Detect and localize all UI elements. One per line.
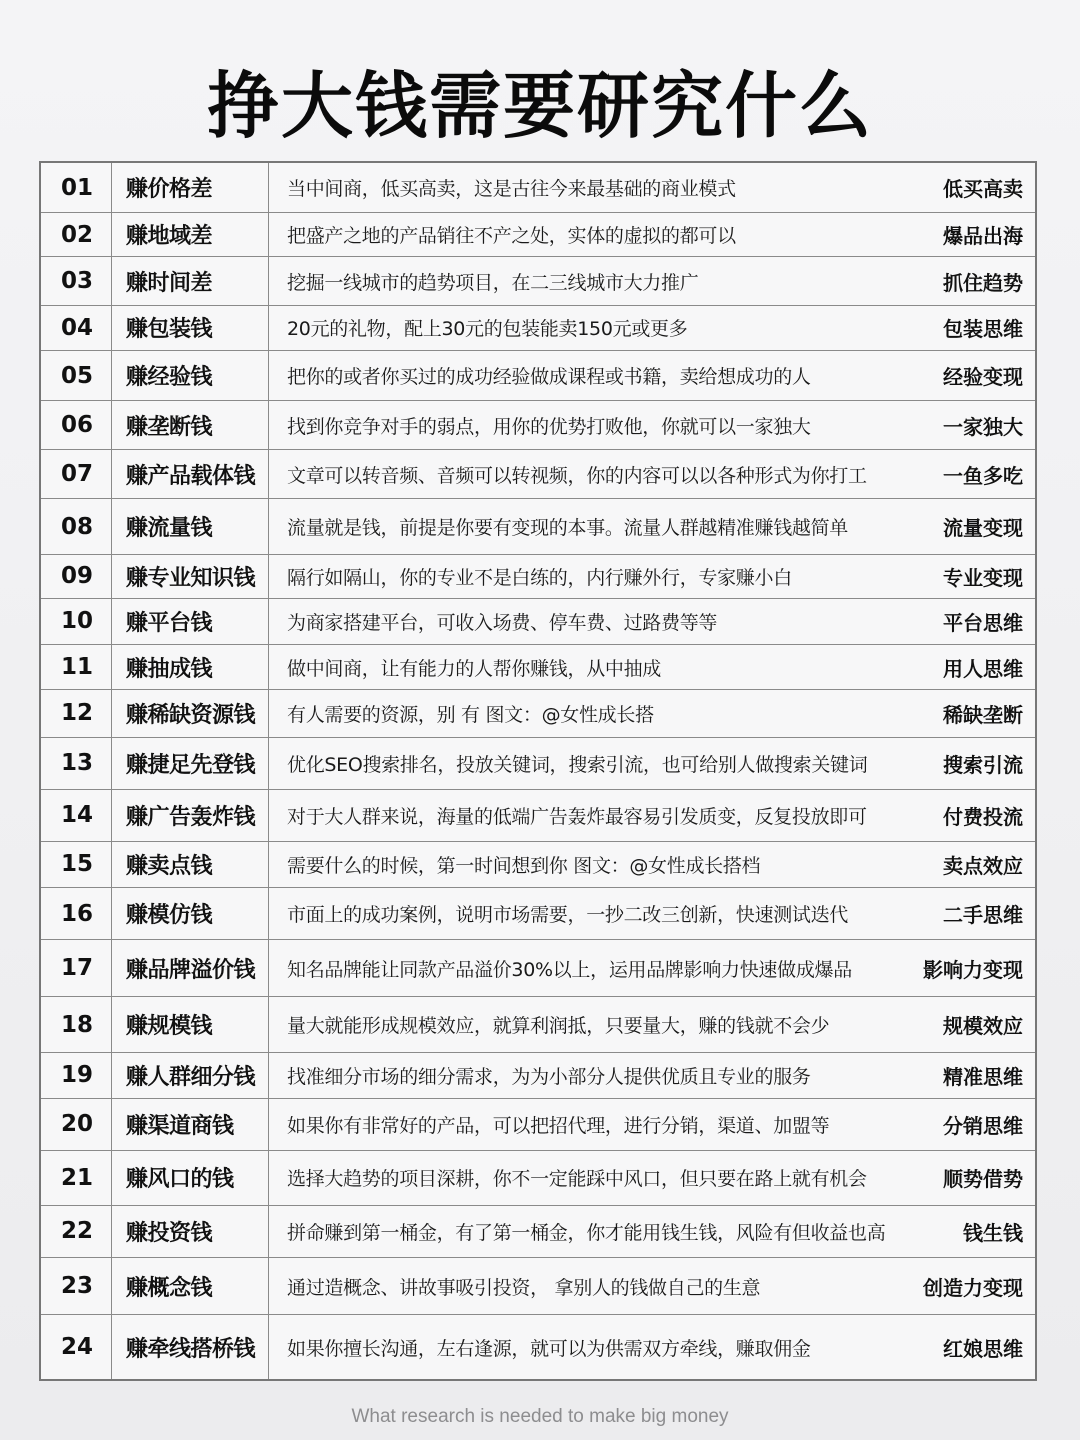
method-name: 赚包装钱 — [112, 306, 269, 350]
method-tag: 抓住趋势 — [943, 270, 1023, 295]
method-description: 20元的礼物，配上30元的包装能卖150元或更多 — [287, 318, 688, 341]
row-number: 14 — [41, 790, 112, 841]
method-name: 赚品牌溢价钱 — [112, 940, 269, 996]
row-number: 23 — [41, 1258, 112, 1314]
method-tag: 二手思维 — [943, 903, 1023, 928]
method-name: 赚稀缺资源钱 — [112, 690, 269, 736]
row-number: 20 — [41, 1099, 112, 1150]
method-name: 赚卖点钱 — [112, 842, 269, 887]
method-name: 赚平台钱 — [112, 599, 269, 644]
method-name: 赚流量钱 — [112, 499, 269, 553]
method-name: 赚渠道商钱 — [112, 1099, 269, 1150]
table-row — [41, 997, 1035, 1053]
method-description: 隔行如隔山，你的专业不是白练的，内行赚外行，专家赚小白 — [287, 566, 792, 589]
method-tag: 付费投流 — [943, 804, 1023, 829]
table-row — [41, 1099, 1035, 1151]
row-number: 06 — [41, 401, 112, 449]
method-tag: 一鱼多吃 — [943, 463, 1023, 488]
method-tag: 稀缺垄断 — [943, 702, 1023, 727]
row-number: 15 — [41, 842, 112, 887]
table-row — [41, 1258, 1035, 1315]
method-description: 需要什么的时候，第一时间想到你 图文：@女性成长搭档 — [287, 854, 761, 877]
method-tag: 搜索引流 — [943, 752, 1023, 777]
method-description: 如果你有非常好的产品，可以把招代理，进行分销，渠道、加盟等 — [287, 1114, 830, 1137]
method-name: 赚牵线搭桥钱 — [112, 1315, 269, 1379]
row-number: 10 — [41, 599, 112, 644]
page-title: 挣大钱需要研究什么 — [206, 64, 873, 148]
method-description: 如果你擅长沟通，左右逢源，就可以为供需双方牵线，赚取佣金 — [287, 1337, 811, 1360]
row-number: 24 — [41, 1315, 112, 1379]
method-tag: 包装思维 — [943, 317, 1023, 342]
table-row — [41, 1053, 1035, 1098]
method-description: 通过造概念、讲故事吸引投资， 拿别人的钱做自己的生意 — [287, 1276, 761, 1299]
method-tag: 卖点效应 — [943, 853, 1023, 878]
footer-caption: What research is needed to make big money — [351, 1406, 729, 1427]
row-number: 05 — [41, 351, 112, 400]
row-number: 13 — [41, 738, 112, 789]
table-row — [41, 1315, 1035, 1379]
method-description: 有人需要的资源，别 有 图文：@女性成长搭 — [287, 703, 654, 726]
row-number: 12 — [41, 690, 112, 736]
method-description: 流量就是钱，前提是你要有变现的本事。流量人群越精准赚钱越简单 — [287, 517, 849, 540]
method-description: 对于大人群来说，海量的低端广告轰炸最容易引发质变，反复投放即可 — [287, 805, 867, 828]
method-description: 市面上的成功案例，说明市场需要，一抄二改三创新，快速测试迭代 — [287, 904, 849, 927]
method-name: 赚概念钱 — [112, 1258, 269, 1314]
method-tag: 规模效应 — [943, 1014, 1023, 1039]
row-number: 08 — [41, 499, 112, 553]
table-row — [41, 690, 1035, 737]
row-number: 16 — [41, 888, 112, 939]
method-name: 赚广告轰炸钱 — [112, 790, 269, 841]
method-name: 赚专业知识钱 — [112, 555, 269, 598]
method-name: 赚规模钱 — [112, 997, 269, 1052]
row-number: 02 — [41, 213, 112, 256]
method-description: 知名品牌能让同款产品溢价30%以上，运用品牌影响力快速做成爆品 — [287, 958, 852, 981]
table-row — [41, 499, 1035, 554]
table-row — [41, 306, 1035, 351]
table-row — [41, 738, 1035, 790]
method-description: 量大就能形成规模效应，就算利润抵，只要量大，赚的钱就不会少 — [287, 1015, 830, 1038]
table-row — [41, 213, 1035, 257]
table-row — [41, 401, 1035, 450]
method-name: 赚时间差 — [112, 257, 269, 304]
table-row — [41, 645, 1035, 690]
method-description: 把你的或者你买过的成功经验做成课程或书籍，卖给想成功的人 — [287, 366, 811, 388]
money-methods-table — [39, 161, 1037, 1381]
method-description: 挖掘一线城市的趋势项目，在二三线城市大力推广 — [287, 271, 699, 294]
table-row — [41, 163, 1035, 213]
table-row — [41, 450, 1035, 499]
method-description: 把盛产之地的产品销往不产之处，实体的虚拟的都可以 — [287, 225, 736, 248]
method-tag: 钱生钱 — [963, 1220, 1023, 1245]
table-row — [41, 842, 1035, 888]
method-name: 赚抽成钱 — [112, 645, 269, 689]
method-description: 当中间商，低买高卖，这是古往今来最基础的商业模式 — [287, 178, 736, 201]
row-number: 17 — [41, 940, 112, 996]
method-description: 找准细分市场的细分需求，为为小部分人提供优质且专业的服务 — [287, 1065, 811, 1088]
method-tag: 创造力变现 — [923, 1275, 1023, 1300]
table-row — [41, 1206, 1035, 1258]
method-description: 文章可以转音频、音频可以转视频，你的内容可以以各种形式为你打工 — [287, 464, 867, 487]
method-tag: 用人思维 — [943, 656, 1023, 681]
method-tag: 分销思维 — [943, 1113, 1023, 1138]
row-number: 21 — [41, 1151, 112, 1205]
method-description: 拼命赚到第一桶金，有了第一桶金，你才能用钱生钱，风险有但收益也高 — [287, 1221, 886, 1244]
method-tag: 流量变现 — [943, 516, 1023, 541]
method-tag: 一家独大 — [943, 414, 1023, 439]
method-name: 赚经验钱 — [112, 351, 269, 400]
method-tag: 爆品出海 — [943, 224, 1023, 249]
row-number: 07 — [41, 450, 112, 498]
method-description: 做中间商，让有能力的人帮你赚钱，从中抽成 — [287, 657, 662, 680]
row-number: 18 — [41, 997, 112, 1052]
method-description: 选择大趋势的项目深耕，你不一定能踩中风口，但只要在路上就有机会 — [287, 1168, 867, 1191]
table-row — [41, 940, 1035, 997]
method-tag: 平台思维 — [943, 610, 1023, 635]
row-number: 11 — [41, 645, 112, 689]
table-row — [41, 351, 1035, 401]
row-number: 22 — [41, 1206, 112, 1257]
method-tag: 经验变现 — [943, 365, 1023, 389]
method-tag: 精准思维 — [943, 1064, 1023, 1089]
row-number: 03 — [41, 257, 112, 304]
method-tag: 影响力变现 — [923, 957, 1023, 982]
method-name: 赚投资钱 — [112, 1206, 269, 1257]
method-tag: 专业变现 — [943, 565, 1023, 590]
method-name: 赚人群细分钱 — [112, 1053, 269, 1097]
row-number: 04 — [41, 306, 112, 350]
method-tag: 顺势借势 — [943, 1167, 1023, 1192]
table-row — [41, 1151, 1035, 1206]
table-row — [41, 888, 1035, 940]
method-description: 找到你竞争对手的弱点，用你的优势打败他，你就可以一家独大 — [287, 415, 811, 438]
method-description: 为商家搭建平台，可收入场费、停车费、过路费等等 — [287, 611, 718, 634]
method-tag: 红娘思维 — [943, 1336, 1023, 1361]
table-row — [41, 555, 1035, 599]
row-number: 01 — [41, 163, 112, 212]
table-row — [41, 257, 1035, 305]
table-row — [41, 599, 1035, 645]
method-name: 赚捷足先登钱 — [112, 738, 269, 789]
method-name: 赚价格差 — [112, 163, 269, 212]
method-name: 赚模仿钱 — [112, 888, 269, 939]
table-row — [41, 790, 1035, 842]
method-description: 优化SEO搜索排名，投放关键词，搜索引流，也可给别人做搜索关键词 — [287, 753, 868, 776]
method-name: 赚产品载体钱 — [112, 450, 269, 498]
method-tag: 低买高卖 — [943, 177, 1023, 202]
row-number: 19 — [41, 1053, 112, 1097]
row-number: 09 — [41, 555, 112, 598]
method-name: 赚风口的钱 — [112, 1151, 269, 1205]
method-name: 赚垄断钱 — [112, 401, 269, 449]
method-name: 赚地域差 — [112, 213, 269, 256]
